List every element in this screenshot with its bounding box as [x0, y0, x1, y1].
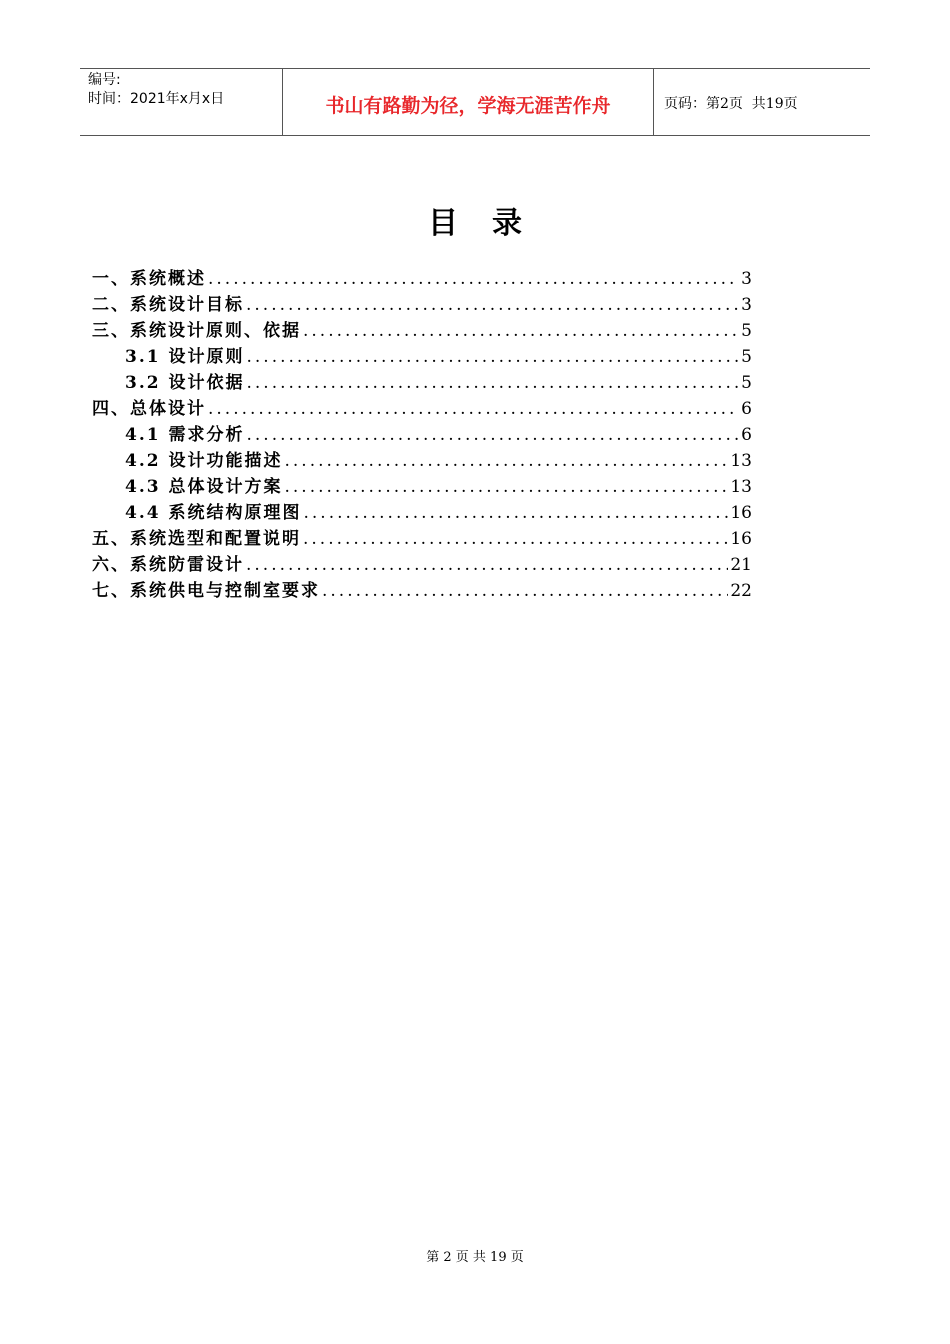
header-motto: 书山有路勤为径，学海无涯苦作舟 — [282, 69, 654, 135]
toc-entry[interactable] — [92, 578, 752, 604]
document-time: 时间：2021年x月x日 — [88, 91, 225, 107]
toc-subentry[interactable] — [92, 422, 752, 448]
toc-leader-dots — [247, 422, 740, 448]
toc-entry-page: 13 — [730, 451, 752, 471]
toc-entry-label: 4.1 需求分析 — [125, 425, 245, 445]
toc-entry-page: 13 — [730, 477, 752, 497]
toc-leader-dots — [246, 292, 739, 318]
header-meta — [80, 69, 282, 135]
toc-entry-page: 6 — [741, 399, 752, 419]
toc-entry-page: 16 — [730, 503, 752, 523]
toc-leader-dots — [303, 318, 739, 344]
toc-entry-page: 6 — [741, 425, 752, 445]
toc-leader-dots — [247, 370, 740, 396]
toc-entry[interactable] — [92, 526, 752, 552]
toc-entry-page: 5 — [741, 321, 752, 341]
toc-entry-label: 四、总体设计 — [92, 399, 206, 419]
toc-entry-label: 六、系统防雷设计 — [92, 555, 244, 575]
toc-leader-dots — [208, 266, 739, 292]
toc-entry-label: 3.1 设计原则 — [125, 347, 245, 367]
toc-leader-dots — [208, 396, 739, 422]
toc-leader-dots — [247, 344, 740, 370]
toc-entry-label: 七、系统供电与控制室要求 — [92, 581, 320, 601]
toc-subentry[interactable] — [92, 500, 752, 526]
toc-entry-label: 4.3 总体设计方案 — [125, 477, 283, 497]
header-page-label: 页码：第2页 共19页 — [664, 96, 798, 112]
toc-entry-label: 3.2 设计依据 — [125, 373, 245, 393]
page-footer: 第 2 页 共 19 页 — [426, 1250, 524, 1265]
toc-entry[interactable] — [92, 396, 752, 422]
toc-entry-page: 5 — [741, 373, 752, 393]
toc-leader-dots — [304, 500, 729, 526]
toc-entry[interactable] — [92, 292, 752, 318]
header-page-info — [654, 69, 870, 135]
toc-leader-dots — [285, 448, 729, 474]
toc-entry-page: 21 — [730, 555, 752, 575]
toc-entry-page: 3 — [741, 295, 752, 315]
toc-entry-label: 4.2 设计功能描述 — [125, 451, 283, 471]
toc-entry-page: 16 — [730, 529, 752, 549]
toc-entry[interactable] — [92, 318, 752, 344]
toc-leader-dots — [246, 552, 728, 578]
toc-entry-page: 22 — [730, 581, 752, 601]
toc-entry[interactable] — [92, 266, 752, 292]
toc-entry-label: 二、系统设计目标 — [92, 295, 244, 315]
toc-leader-dots — [303, 526, 728, 552]
toc-entry[interactable] — [92, 552, 752, 578]
toc-subentry[interactable] — [92, 448, 752, 474]
table-of-contents — [92, 266, 752, 604]
toc-entry-label: 一、系统概述 — [92, 269, 206, 289]
toc-title: 目录 — [428, 206, 556, 241]
toc-entry-page: 5 — [741, 347, 752, 367]
page-header — [80, 68, 870, 136]
toc-subentry[interactable] — [92, 474, 752, 500]
toc-subentry[interactable] — [92, 344, 752, 370]
toc-entry-label: 三、系统设计原则、依据 — [92, 321, 301, 341]
toc-entry-label: 4.4 系统结构原理图 — [125, 503, 302, 523]
toc-entry-label: 五、系统选型和配置说明 — [92, 529, 301, 549]
toc-subentry[interactable] — [92, 370, 752, 396]
toc-leader-dots — [285, 474, 729, 500]
toc-leader-dots — [322, 578, 728, 604]
document-number: 编号: — [88, 72, 121, 88]
toc-entry-page: 3 — [741, 269, 752, 289]
